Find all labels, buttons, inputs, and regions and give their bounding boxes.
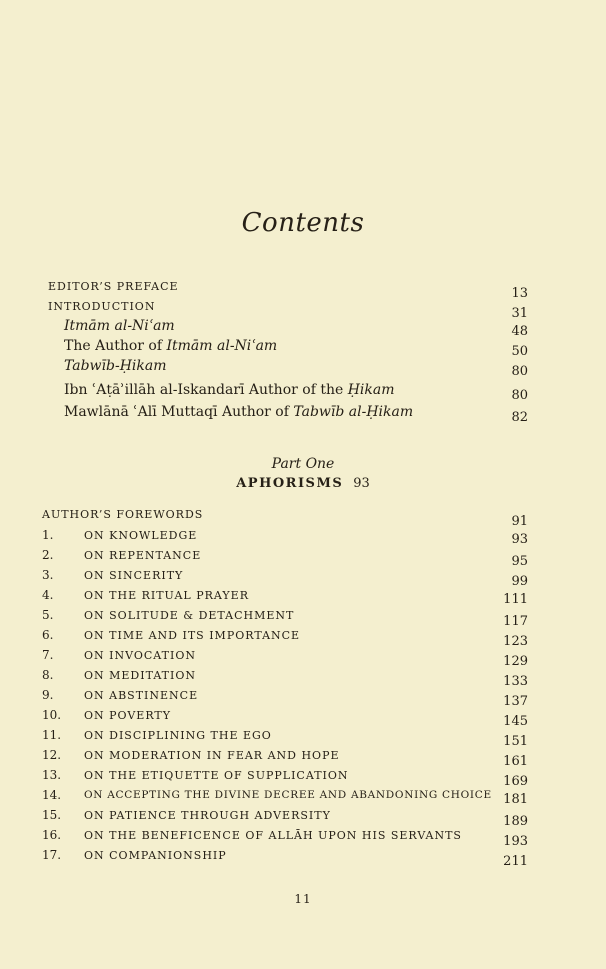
- chapter-title: ON KNOWLEDGE: [84, 529, 198, 542]
- chapter-page: 181: [503, 792, 528, 807]
- chapter-number: 17.: [42, 848, 62, 862]
- section-page: 93: [353, 476, 370, 491]
- subentry-title-prefix: Ibn ʿAṭāʾillāh al-Iskandarī Author of the: [64, 382, 348, 398]
- chapter-number: 13.: [42, 768, 62, 782]
- chapter-number: 16.: [42, 828, 62, 842]
- chapter-title: ON MODERATION IN FEAR AND HOPE: [84, 749, 340, 762]
- subentry-title-prefix: The Author of: [64, 338, 167, 354]
- toc-subentry-title: [64, 382, 395, 398]
- chapter-title: ON SINCERITY: [84, 569, 184, 582]
- chapter-title: ON DISCIPLINING THE EGO: [84, 729, 272, 742]
- toc-subentry-page: 82: [511, 410, 528, 425]
- toc-subentry-title: [64, 358, 167, 374]
- chapter-page: 151: [503, 734, 528, 749]
- chapter-page: 99: [511, 574, 528, 589]
- chapter-number: 7.: [42, 648, 54, 662]
- chapter-entry: [0, 728, 606, 748]
- chapter-page: 145: [503, 714, 528, 729]
- chapter-entry: [0, 568, 606, 588]
- chapter-page: 193: [503, 834, 528, 849]
- subentry-title-italic: Ḥikam: [347, 382, 395, 398]
- chapter-number: 15.: [42, 808, 62, 822]
- toc-entry: [0, 280, 606, 300]
- chapter-number: 4.: [42, 588, 54, 602]
- chapter-title: ON INVOCATION: [84, 649, 196, 662]
- chapter-page: 117: [503, 614, 528, 629]
- chapter-title: ON THE RITUAL PRAYER: [84, 589, 249, 602]
- chapter-title: ON ACCEPTING THE DIVINE DECREE AND ABANDONING CHOICE: [84, 789, 492, 801]
- toc-subentry: [0, 382, 606, 402]
- chapter-page: 161: [503, 754, 528, 769]
- toc-subentry-page: 80: [511, 364, 528, 379]
- toc-subentry: [0, 404, 606, 424]
- chapter-title: ON THE ETIQUETTE OF SUPPLICATION: [84, 769, 349, 782]
- toc-entry-title: AUTHOR’S FOREWORDS: [42, 508, 204, 521]
- chapter-entry: [0, 788, 606, 808]
- subentry-title-italic: Tabwīb al-Ḥikam: [293, 404, 414, 420]
- part-heading: Part One: [271, 456, 335, 472]
- chapter-number: 5.: [42, 608, 54, 622]
- contents-title: Contents: [241, 208, 365, 238]
- chapter-entry: [0, 548, 606, 568]
- chapter-title: ON THE BENEFICENCE OF ALLĀH UPON HIS SERVANTS: [84, 829, 462, 842]
- chapter-number: 6.: [42, 628, 54, 642]
- chapter-entry: [0, 768, 606, 788]
- chapter-entry: [0, 608, 606, 628]
- toc-subentry: [0, 318, 606, 338]
- toc-entry-title: INTRODUCTION: [48, 300, 156, 313]
- chapter-title: ON REPENTANCE: [84, 549, 202, 562]
- chapter-entry: [0, 648, 606, 668]
- chapter-number: 12.: [42, 748, 62, 762]
- chapter-number: 2.: [42, 548, 54, 562]
- chapter-page: 189: [503, 814, 528, 829]
- toc-entry-page: 31: [511, 306, 528, 321]
- chapter-entry: [0, 748, 606, 768]
- chapter-number: 10.: [42, 708, 62, 722]
- toc-entry: [0, 300, 606, 320]
- chapter-number: 9.: [42, 688, 54, 702]
- chapter-entry: [0, 708, 606, 728]
- toc-entry-page: 13: [511, 286, 528, 301]
- chapter-page: 211: [503, 854, 528, 869]
- chapter-entry: [0, 668, 606, 688]
- chapter-page: 169: [503, 774, 528, 789]
- toc-entry-title: EDITOR’S PREFACE: [48, 280, 179, 293]
- toc-subentry-page: 80: [511, 388, 528, 403]
- chapter-page: 95: [511, 554, 528, 569]
- section-heading: [0, 476, 606, 491]
- toc-entry-page: 91: [511, 514, 528, 529]
- toc-subentry: [0, 338, 606, 358]
- chapter-title: ON MEDITATION: [84, 669, 196, 682]
- chapter-entry: [0, 828, 606, 848]
- chapter-page: 133: [503, 674, 528, 689]
- chapter-page: 123: [503, 634, 528, 649]
- page-number: 11: [294, 892, 312, 906]
- subentry-title-prefix: Mawlānā ʿAlī Muttaqī Author of: [64, 404, 294, 420]
- chapter-page: 93: [511, 532, 528, 547]
- subentry-title-italic: Itmām al-Niʿam: [64, 318, 175, 334]
- toc-subentry-title: [64, 318, 175, 334]
- chapter-title: ON SOLITUDE & DETACHMENT: [84, 609, 295, 622]
- chapter-page: 137: [503, 694, 528, 709]
- chapter-entry: [0, 848, 606, 868]
- chapter-page: 111: [503, 592, 528, 607]
- subentry-title-italic: Itmām al-Niʿam: [166, 338, 278, 354]
- chapter-title: ON TIME AND ITS IMPORTANCE: [84, 629, 301, 642]
- chapter-number: 11.: [42, 728, 62, 742]
- chapter-title: ON COMPANIONSHIP: [84, 849, 227, 862]
- chapter-number: 14.: [42, 788, 62, 802]
- chapter-number: 1.: [42, 528, 54, 542]
- toc-subentry-page: 50: [511, 344, 528, 359]
- chapter-title: ON ABSTINENCE: [84, 689, 199, 702]
- toc-entry: [0, 508, 606, 528]
- toc-subentry-page: 48: [511, 324, 528, 339]
- chapter-page: 129: [503, 654, 528, 669]
- toc-subentry-title: [64, 338, 277, 354]
- toc-subentry: [0, 358, 606, 378]
- chapter-entry: [0, 528, 606, 548]
- chapter-entry: [0, 808, 606, 828]
- chapter-number: 8.: [42, 668, 54, 682]
- chapter-entry: [0, 688, 606, 708]
- chapter-entry: [0, 628, 606, 648]
- chapter-title: ON POVERTY: [84, 709, 172, 722]
- chapter-entry: [0, 588, 606, 608]
- toc-subentry-title: [64, 404, 413, 420]
- section-title: APHORISMS: [236, 476, 344, 491]
- subentry-title-italic: Tabwīb-Ḥikam: [64, 358, 167, 374]
- chapter-title: ON PATIENCE THROUGH ADVERSITY: [84, 809, 331, 822]
- chapter-number: 3.: [42, 568, 54, 582]
